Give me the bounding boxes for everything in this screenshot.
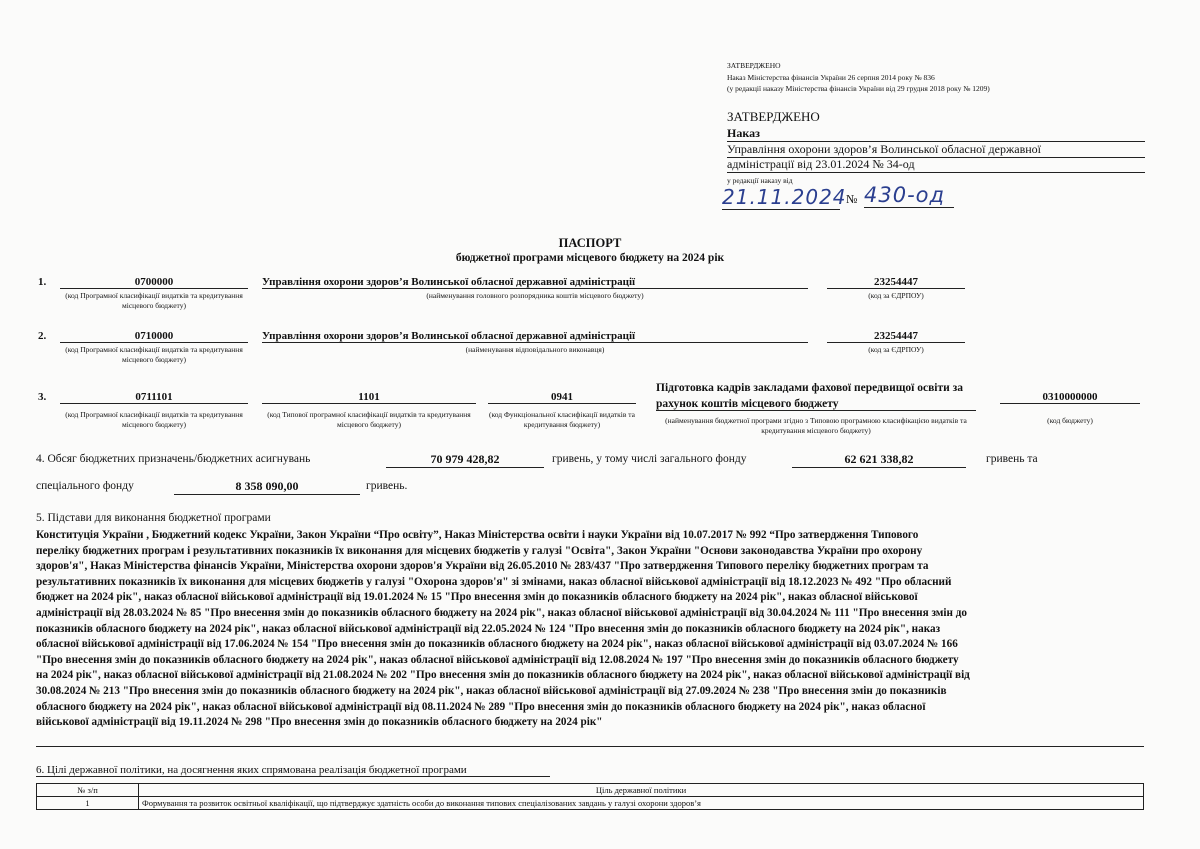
revision-label: у редакції наказу від [727, 176, 793, 185]
basis-line: результативних показників їх виконання для місцевих бюджетів у галузі "Охорона здоров'я" зі змінами, наказ обласної військової адміністрації від 18.12.2023 № 492 "Про обласний [36, 575, 952, 588]
approval-title: ЗАТВЕРДЖЕНО [727, 109, 820, 124]
row2-num: 2. [38, 330, 47, 342]
approval-order-label: Наказ [727, 126, 1145, 142]
goal-text: Формування та розвиток освітньої кваліфікації, що підтверджує здатність особи до виконання типових спеціалізованих завдань у галузі охорони здоров’я [139, 797, 1144, 810]
row3-program-code: 0711101 [60, 391, 248, 404]
row3-func-code: 0941 [488, 391, 636, 404]
approval-org-line2: адміністрації від 23.01.2024 № 34-од [727, 157, 1145, 173]
legal-basis-text [36, 528, 1140, 731]
general-fund-amount: 62 621 338,82 [792, 452, 966, 468]
table-row [37, 797, 1144, 810]
row3-typical-caption: (код Типової програмної класифікації видатків та кредитування місцевого бюджету) [267, 410, 471, 429]
basis-line: показників обласного бюджету на 2024 рік", наказ обласної військової адміністрації від 22.05.2024 № 124 "Про внесення змін до показників обласного бюджету на 2024 рік", наказ [36, 622, 941, 635]
special-fund-end: гривень. [366, 480, 408, 492]
passport-subtitle: бюджетної програми місцевого бюджету на 2024 рік [455, 252, 725, 264]
basis-line: переліку бюджетних програм і результативних показників їх виконання для місцевих бюджетів у галузі "Освіта", Закон України "Основи законодавства України про охорону [36, 544, 923, 557]
row2-executor-name: Управління охорони здоров’я Волинської обласної державної адміністрації [262, 330, 808, 343]
section5-title: 5. Підстави для виконання бюджетної програми [36, 512, 271, 524]
basis-line: військової адміністрації від 19.11.2024 № 298 "Про внесення змін до показників обласного бюджету на 2024 рік" [36, 716, 603, 729]
passport-title: ПАСПОРТ [558, 236, 622, 250]
approval-top-line2: (у редакції наказу Міністерства фінансів України від 29 грудня 2018 року № 1209) [727, 84, 990, 93]
special-fund-amount: 8 358 090,00 [174, 479, 360, 495]
row1-name-caption: (найменування головного розпорядника коштів місцевого бюджету) [426, 291, 644, 300]
basis-line: на 2024 рік", наказ обласної військової адміністрації від 21.08.2024 № 202 "Про внесення змін до показників обласного бюджету на 2024 рік", наказ обласної військової адміністрації від [36, 669, 970, 682]
row1-edrpou-caption: (код за ЄДРПОУ) [868, 291, 924, 300]
goals-col-goal: Ціль державної політики [139, 784, 1144, 797]
basis-line: обласного бюджету на 2024 рік", наказ обласної військової адміністрації від 08.11.2024 № 289 "Про внесення змін до показників обласного бюджету на 2024 рік", наказ обласної [36, 700, 926, 713]
section4-label: 4. Обсяг бюджетних призначень/бюджетних асигнувань [36, 453, 311, 465]
row3-program-caption: (найменування бюджетної програми згідно з Типовою програмною класифікацією видатків та кредитування місцевого бюджету) [665, 416, 967, 435]
goals-header-row [37, 784, 1144, 797]
row1-code: 0700000 [60, 276, 248, 289]
approval-top-line1: Наказ Міністерства фінансів України 26 серпня 2014 року № 836 [727, 73, 935, 82]
row3-budget-caption: (код бюджету) [1047, 416, 1093, 425]
row3-program-name-line1: Підготовка кадрів закладами фахової передвищої освіти за [656, 382, 964, 394]
section4-mid-text: гривень, у тому числі загального фонду [552, 453, 747, 465]
row1-manager-name: Управління охорони здоров’я Волинської обласної державної адміністрації [262, 276, 808, 289]
basis-line: "Про внесення змін до показників обласного бюджету на 2024 рік", наказ обласної військової адміністрації від 12.08.2024 № 197 "Про внесення змін до показників обласного бюджету [36, 653, 959, 666]
row3-program-name-line2: рахунок коштів місцевого бюджету [656, 398, 976, 411]
basis-line: адміністрації від 28.03.2024 № 85 "Про внесення змін до показників обласного бюджету на 2024 рік", наказ обласної військової адміністрації від 30.04.2024 № 111 "Про внесення змін до [36, 606, 968, 619]
goals-table [36, 783, 1144, 810]
row3-budget-code: 0310000000 [1000, 391, 1140, 404]
basis-line: 30.08.2024 № 213 "Про внесення змін до показників обласного бюджету на 2024 рік", наказ обласної військової адміністрації від 27.09.2024 № 238 "Про внесення змін до показників [36, 684, 947, 697]
row3-num: 3. [38, 391, 47, 403]
approval-org-line1: Управління охорони здоров’я Волинської обласної державної [727, 142, 1145, 158]
row2-code-caption: (код Програмної класифікації видатків та кредитування місцевого бюджету) [65, 345, 243, 364]
row3-code-caption: (код Програмної класифікації видатків та кредитування місцевого бюджету) [65, 410, 243, 429]
basis-line: обласної військової адміністрації від 17.06.2024 № 154 "Про внесення змін до показників обласного бюджету на 2024 рік", наказ обласної військової адміністрації від 03.07.2024 № 166 [36, 638, 958, 651]
section4-end-text: гривень та [986, 453, 1038, 465]
row2-code: 0710000 [60, 330, 248, 343]
row2-edrpou-caption: (код за ЄДРПОУ) [868, 345, 924, 354]
revision-number-sign: № [846, 192, 858, 206]
basis-line: здоров'я", Наказ Міністерства фінансів України, Міністерства охорони здоров'я України від 26.05.2010 № 283/437 "Про затвердження Типового переліку бюджетних програм та [36, 560, 929, 573]
total-amount: 70 979 428,82 [386, 452, 544, 468]
goals-col-num: № з/п [37, 784, 139, 797]
basis-line: бюджет на 2024 рік", наказ обласної військової адміністрації від 19.01.2024 № 15 "Про внесення змін до показників обласного бюджету на 2024 рік", наказ обласної військової [36, 591, 918, 604]
revision-date-handwritten: 21.11.2024 [722, 185, 847, 209]
row3-typical-code: 1101 [262, 391, 476, 404]
basis-line: Конституція України , Бюджетний кодекс України, Закон України “Про освіту”, Наказ Міністерства освіти і науки України від 10.07.2017 № 992 “Про затвердження Типового [36, 529, 919, 541]
special-fund-label: спеціального фонду [36, 480, 134, 492]
row2-name-caption: (найменування відповідального виконавця) [465, 345, 605, 354]
row2-edrpou: 23254447 [827, 330, 965, 343]
goal-num: 1 [37, 797, 139, 810]
row1-code-caption: (код Програмної класифікації видатків та кредитування місцевого бюджету) [65, 291, 243, 310]
row3-func-caption: (код Функціональної класифікації видатків та кредитування бюджету) [488, 410, 635, 429]
row1-edrpou: 23254447 [827, 276, 965, 289]
revision-number-handwritten: 430-од [864, 183, 954, 208]
section6-title: 6. Цілі державної політики, на досягнення яких спрямована реалізація бюджетної програми [36, 764, 550, 777]
row1-num: 1. [38, 276, 47, 288]
section5-divider [36, 746, 1144, 747]
approval-top-title: ЗАТВЕРДЖЕНО [727, 61, 781, 70]
